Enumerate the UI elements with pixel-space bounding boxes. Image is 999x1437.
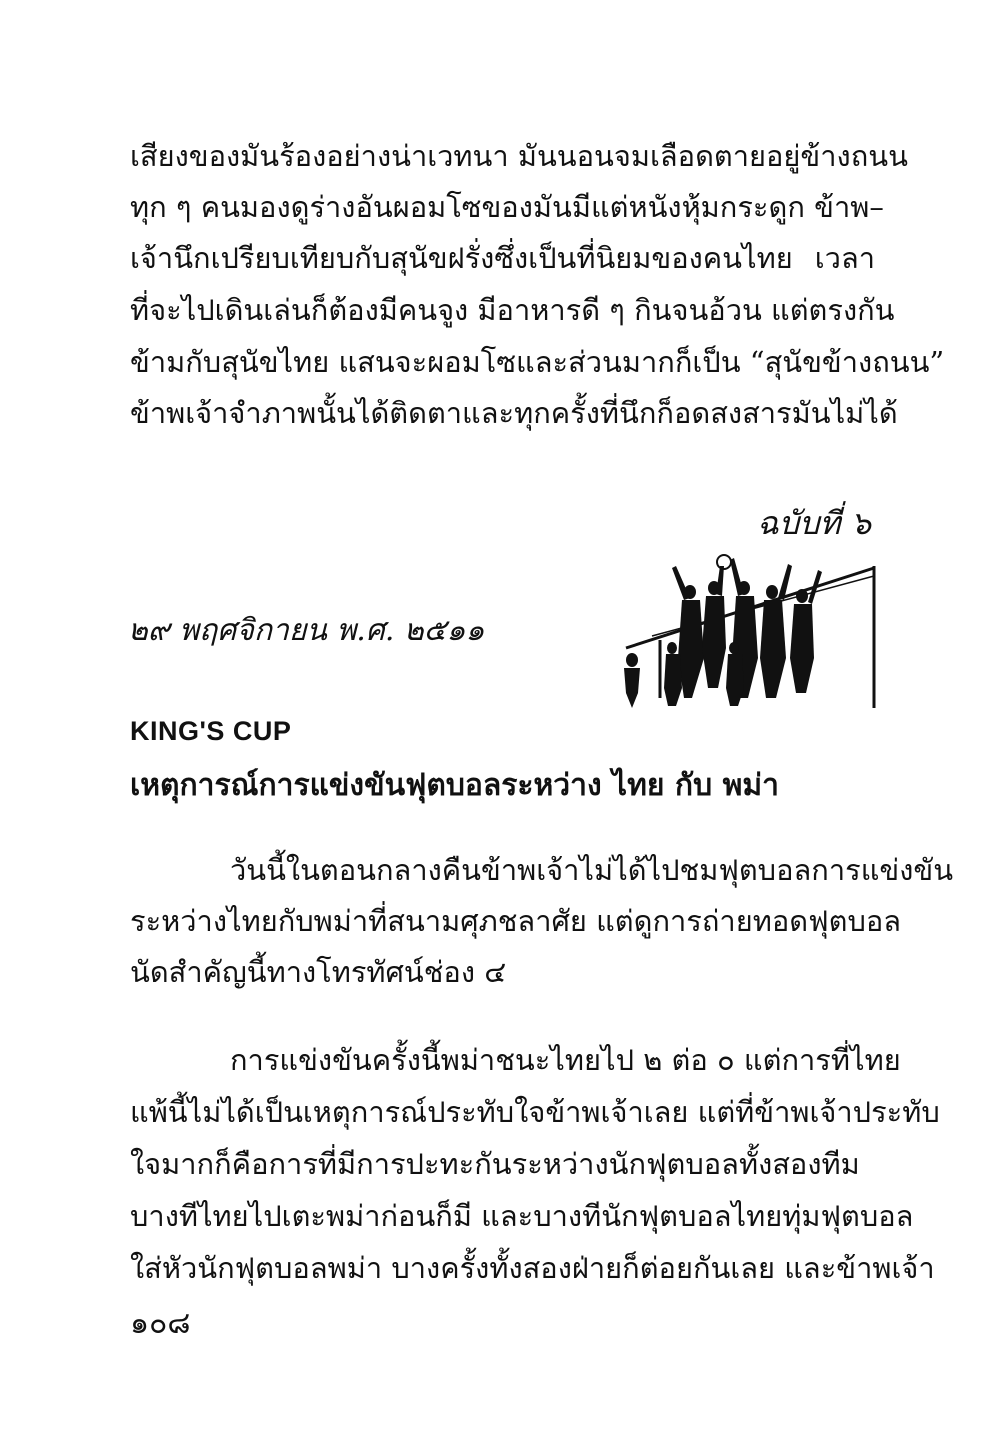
text-line: ใส่หัวนักฟุตบอลพม่า บางครั้งทั้งสองฝ่ายก็ต่อยกันเลย และข้าพเจ้า (130, 1251, 935, 1285)
text-line: นัดสำคัญนี้ทางโทรทัศน์ช่อง ๔ (130, 955, 507, 989)
heading-english: KING'S CUP (130, 716, 292, 746)
text-line: การแข่งขันครั้งนี้พม่าชนะไทยไป ๒ ต่อ ๐ แต่การที่ไทย (230, 1043, 901, 1077)
entry-date: ๒๙ พฤศจิกายน พ.ศ. ๒๕๑๑ (128, 613, 485, 648)
issue-label: ฉบับที่ ๖ (757, 504, 871, 542)
text-line: ทุก ๆ คนมองดูร่างอันผอมโซของมันมีแต่หนังหุ้มกระดูก ข้าพ– (130, 190, 884, 224)
text-line: แพ้นี้ไม่ได้เป็นเหตุการณ์ประทับใจข้าพเจ้าเลย แต่ที่ข้าพเจ้าประทับ (130, 1095, 940, 1129)
volleyball-players-illustration-icon (612, 548, 887, 718)
text-line: บางทีไทยไปเตะพม่าก่อนก็มี และบางทีนักฟุตบอลไทยทุ่มฟุตบอล (130, 1199, 914, 1233)
page-number: ๑๐๘ (130, 1306, 191, 1341)
text-line: ใจมากก็คือการที่มีการปะทะกันระหว่างนักฟุตบอลทั้งสองทีม (130, 1147, 860, 1181)
text-line: ที่จะไปเดินเล่นก็ต้องมีคนจูง มีอาหารดี ๆ กินจนอ้วน แต่ตรงกัน (130, 293, 895, 327)
text-line: ข้าพเจ้าจำภาพนั้นได้ติดตาและทุกครั้งที่นึกก็อดสงสารมันไม่ได้ (130, 396, 898, 430)
text-line: เจ้านึกเปรียบเทียบกับสุนัขฝรั่งซึ่งเป็นที่นิยมของคนไทย เวลา (130, 241, 875, 275)
text-line: วันนี้ในตอนกลางคืนข้าพเจ้าไม่ได้ไปชมฟุตบอลการแข่งขัน (230, 853, 954, 887)
text-line: ระหว่างไทยกับพม่าที่สนามศุภชลาศัย แต่ดูการถ่ายทอดฟุตบอล (130, 904, 902, 938)
heading-thai: เหตุการณ์การแข่งขันฟุตบอลระหว่าง ไทย กับ พม่า (130, 768, 779, 803)
text-line: เสียงของมันร้องอย่างน่าเวทนา มันนอนจมเลือดตายอยู่ข้างถนน (130, 139, 908, 173)
text-line: ข้ามกับสุนัขไทย แสนจะผอมโซและส่วนมากก็เป็น “สุนัขข้างถนน” (130, 345, 945, 379)
